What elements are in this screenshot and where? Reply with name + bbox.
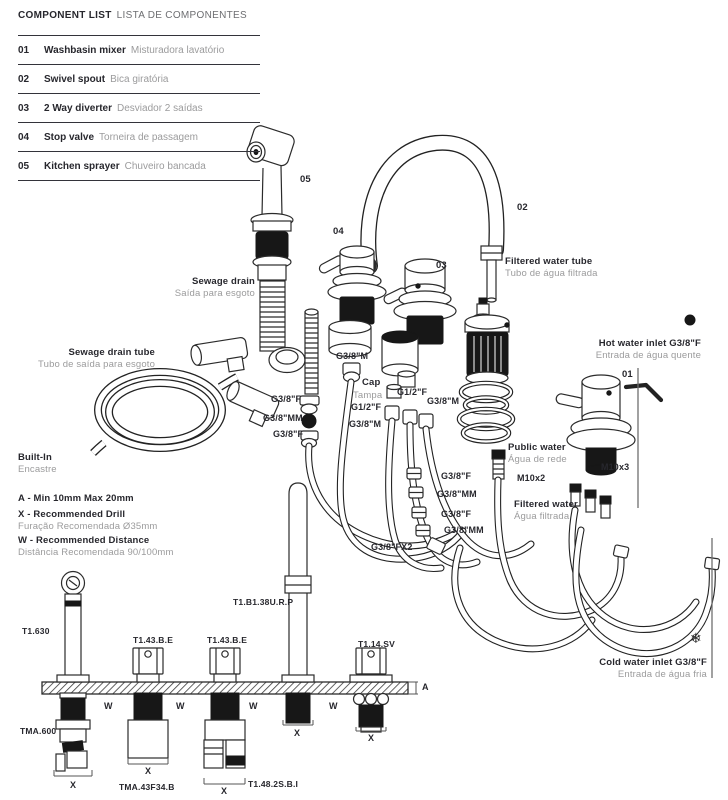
component-list-row-05 [18, 151, 260, 180]
fitting-g38f-4: G3/8"F [441, 509, 472, 519]
stop-valve-shank-a-drawing [128, 648, 168, 764]
label-sewage-drain-en: Sewage drain [191, 276, 255, 287]
label-sewage-drain [175, 276, 255, 300]
fitting-g38fx2: G3/8"FX2 [371, 542, 413, 552]
row-label-pt: Torneira de passagem [99, 131, 198, 143]
row-label-en: Swivel spout [44, 73, 106, 85]
label-filtered-water-pt: Água filtrada [514, 510, 570, 522]
label-sewage-drain-pt: Saída para esgoto [174, 287, 255, 299]
callout-mixer: 01 [622, 369, 633, 380]
component-list-row-01 [18, 35, 260, 64]
hot-dot [685, 315, 695, 325]
label-cap-en: Cap [362, 377, 381, 388]
row-label-pt: Desviador 2 saídas [117, 102, 203, 114]
component-list-title-en: COMPONENT LIST [18, 10, 112, 21]
dim-x-4: X [294, 728, 301, 738]
note-distance [18, 535, 174, 559]
filter-cartridge-drawing [459, 298, 513, 442]
fitting-g38m-1: G3/8"M [336, 351, 369, 361]
label-sewage-drain-tube [38, 347, 155, 371]
dim-w-1: W [104, 701, 113, 711]
fitting-g38f-2: G3/8"F [273, 429, 304, 439]
part-number-sprayer-upper: T1.630 [22, 626, 50, 636]
label-filtered-water [514, 499, 578, 523]
dim-x-1: X [70, 780, 77, 790]
dim-a-bracket [408, 682, 418, 694]
sewage-drain-tube-drawing [93, 372, 237, 453]
fitting-m10x2: M10x2 [517, 473, 546, 483]
snowflake-icon: ❄ [690, 630, 702, 646]
row-number: 01 [18, 44, 30, 56]
row-number: 05 [18, 160, 30, 172]
label-filtered-water-tube-pt: Tubo de água filtrada [505, 267, 598, 279]
allen-key-drawing [626, 385, 661, 400]
label-sewage-drain-tube-pt: Tubo de saída para esgoto [38, 358, 155, 370]
label-cold-water-inlet-pt: Entrada de água fria [617, 668, 707, 680]
label-public-water-pt: Água de rede [508, 453, 567, 465]
part-number-sprayer-lower: TMA.600 [20, 726, 57, 736]
label-cap-pt: Tampa [353, 390, 383, 401]
countertop-section [42, 682, 408, 694]
label-filtered-water-tube-en: Filtered water tube [505, 256, 593, 267]
component-list-title-pt: LISTA DE COMPONENTES [116, 10, 247, 21]
fitting-m10x3: M10x3 [601, 462, 630, 472]
label-hot-water-inlet [596, 338, 701, 362]
dim-w-2: W [176, 701, 185, 711]
label-filtered-water-tube [505, 256, 598, 280]
component-list-row-02 [18, 64, 260, 93]
row-label-en: Washbasin mixer [44, 44, 126, 56]
label-public-water [508, 442, 567, 466]
fitting-g38mm-1: G3/8"MM [263, 413, 303, 423]
note-drill-en: X - Recommended Drill [18, 509, 126, 520]
note-built-in-pt: Encastre [18, 463, 57, 475]
row-label-pt: Misturadora lavatório [130, 44, 225, 56]
callout-stop-valve: 04 [333, 226, 344, 237]
callout-diverter: 03 [436, 260, 447, 271]
label-hot-water-inlet-pt: Entrada de água quente [595, 349, 701, 361]
sewage-drain-drawing [260, 281, 305, 373]
row-label-en: 2 Way diverter [44, 102, 112, 114]
row-label-en: Stop valve [44, 131, 95, 143]
note-dim-a: A - Min 10mm Max 20mm [18, 493, 134, 504]
part-number-spout-column: T1.B1.38U.R.P [233, 597, 294, 607]
note-distance-en: W - Recommended Distance [18, 535, 150, 546]
label-filtered-water-en: Filtered water [514, 499, 578, 510]
fitting-g38mm-3: G3/8"MM [444, 525, 484, 535]
note-built-in [18, 452, 57, 476]
label-sewage-drain-tube-en: Sewage drain tube [68, 347, 155, 358]
note-distance-pt: Distância Recomendada 90/100mm [18, 546, 174, 558]
note-drill-pt: Furação Recomendada Ø35mm [18, 520, 158, 532]
fitting-g38m-3: G3/8"M [349, 419, 382, 429]
callout-sprayer: 05 [300, 174, 311, 185]
washbasin-mixer-drawing [555, 375, 661, 475]
stop-valve-shank-b-drawing [204, 648, 245, 784]
dim-a: A [422, 682, 429, 692]
dim-x-3: X [221, 786, 228, 796]
component-list-title [18, 8, 260, 35]
part-number-stop-valve-b: T1.43.B.E [207, 635, 248, 645]
component-list-row-03 [18, 93, 260, 122]
part-number-stop-valve-a-lower: TMA.43F34.B [119, 782, 175, 792]
dim-x-2: X [145, 766, 152, 776]
row-label-pt: Bica giratória [110, 73, 169, 85]
note-built-in-en: Built-In [18, 452, 52, 463]
row-number: 03 [18, 102, 30, 114]
row-label-en: Kitchen sprayer [44, 160, 120, 172]
dim-w-4: W [329, 701, 338, 711]
row-number: 02 [18, 73, 30, 85]
label-cold-water-inlet-en: Cold water inlet G3/8"F [599, 657, 707, 668]
row-number: 04 [18, 131, 30, 143]
dim-w-3: W [249, 701, 258, 711]
callout-spout: 02 [517, 202, 528, 213]
dim-x-5: X [368, 733, 375, 743]
fitting-g38f-3: G3/8"F [441, 471, 472, 481]
fitting-g38mm-2: G3/8"MM [437, 489, 477, 499]
fitting-g38m-2: G3/8"M [427, 396, 460, 406]
label-public-water-en: Public water [508, 442, 566, 453]
part-number-stop-valve-a: T1.43.B.E [133, 635, 174, 645]
component-list [18, 8, 260, 181]
label-cold-water-inlet [599, 657, 707, 681]
fitting-g12f-2: G1/2"F [351, 402, 382, 412]
note-drill [18, 509, 157, 533]
row-label-pt: Chuveiro bancada [124, 160, 206, 172]
fitting-g38f-1: G3/8"F [271, 394, 302, 404]
component-list-row-04 [18, 122, 260, 151]
sprayer-shank-drawing [54, 572, 92, 777]
tee-connector-upper [190, 337, 250, 377]
fitting-g12f-1: G1/2"F [397, 387, 428, 397]
label-hot-water-inlet-en: Hot water inlet G3/8"F [598, 338, 701, 349]
component-list-rows [18, 35, 260, 181]
part-number-stop-valve-b-lower: T1.48.2S.B.I [248, 779, 299, 789]
part-number-mixer-valve: T1.14.SV [358, 639, 396, 649]
